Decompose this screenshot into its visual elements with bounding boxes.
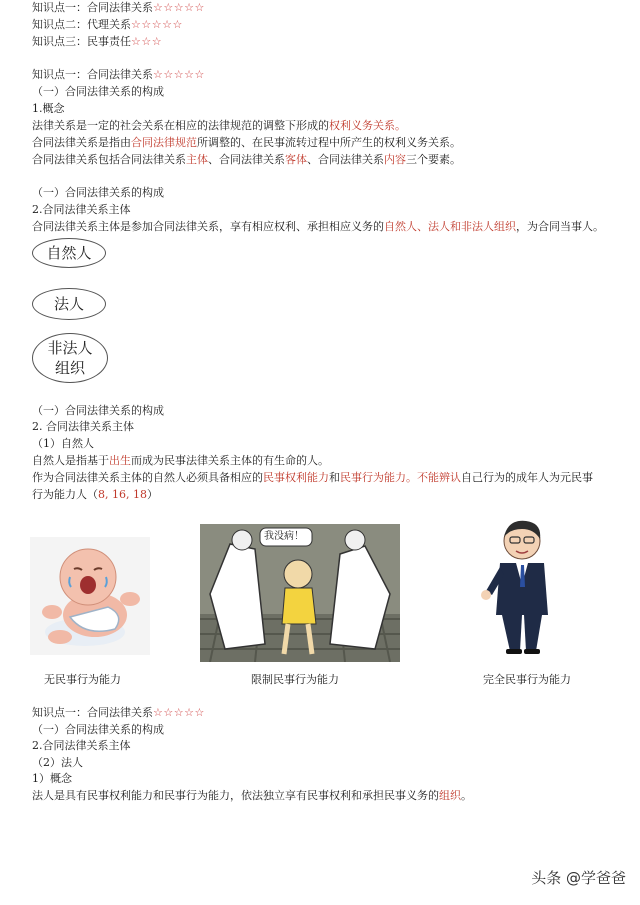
businessman-illustration [478, 515, 578, 657]
section2-subheading: （一）合同法律关系的构成 [32, 186, 164, 199]
oval-non-legal-org: 非法人 组织 [32, 333, 108, 383]
section3-item: （1）自然人 [32, 437, 94, 450]
section4-concept: 1）概念 [32, 772, 72, 785]
caption-limited-capacity: 限制民事行为能力 [251, 673, 339, 686]
section3-heading: 2. 合同法律关系主体 [32, 420, 134, 433]
section4-item: （2）法人 [32, 756, 83, 769]
oval-legal-person: 法人 [32, 288, 106, 320]
caption-no-capacity: 无民事行为能力 [44, 673, 121, 686]
caption-full-capacity: 完全民事行为能力 [483, 673, 571, 686]
section2-heading: 2.合同法律关系主体 [32, 203, 131, 216]
section3-paragraph-2: 作为合同法律关系主体的自然人必须具备相应的民事权利能力和民事行为能力。不能辨认自己行为的成年人为元民事 [32, 471, 593, 484]
section4-subheading: （一）合同法律关系的构成 [32, 723, 164, 736]
speech-bubble-text: 我没病！ [264, 531, 304, 542]
section1-paragraph-1: 法律关系是一定的社会关系在相应的法律规范的调整下形成的权利义务关系。 [32, 119, 406, 132]
section4-paragraph: 法人是具有民事权利能力和民事行为能力，依法独立享有民事权利和承担民事义务的组织。 [32, 789, 472, 802]
section2-paragraph: 合同法律关系主体是参加合同法律关系，享有相应权利、承担相应义务的自然人、法人和非法人组织，为合同当事人。 [32, 220, 604, 233]
oval-natural-person: 自然人 [32, 238, 106, 268]
section1-concept-heading: 1.概念 [32, 102, 65, 115]
watermark: 头条 @学爸爸 [531, 869, 626, 887]
section1-subheading: （一）合同法律关系的构成 [32, 85, 164, 98]
section1-header: 知识点一：合同法律关系☆☆☆☆☆ [32, 68, 205, 81]
baby-illustration [30, 537, 150, 655]
summary-item-3: 知识点三：民事责任☆☆☆ [32, 35, 163, 48]
section1-paragraph-2: 合同法律关系是指由合同法律规范所调整的、在民事流转过程中所产生的权利义务关系。 [32, 136, 461, 149]
section1-paragraph-3: 合同法律关系包括合同法律关系主体、合同法律关系客体、合同法律关系内容三个要素。 [32, 153, 461, 166]
section4-header: 知识点一：合同法律关系☆☆☆☆☆ [32, 706, 205, 719]
section4-heading: 2.合同法律关系主体 [32, 739, 131, 752]
patient-doctors-illustration [200, 524, 400, 662]
section3-paragraph-1: 自然人是指基于出生而成为民事法律关系主体的有生命的人。 [32, 454, 329, 467]
summary-item-1: 知识点一：合同法律关系☆☆☆☆☆ [32, 1, 205, 14]
section3-subheading: （一）合同法律关系的构成 [32, 404, 164, 417]
summary-item-2: 知识点二：代理关系☆☆☆☆☆ [32, 18, 183, 31]
section3-paragraph-2-cont: 行为能力人（8, 16, 18） [32, 488, 158, 501]
